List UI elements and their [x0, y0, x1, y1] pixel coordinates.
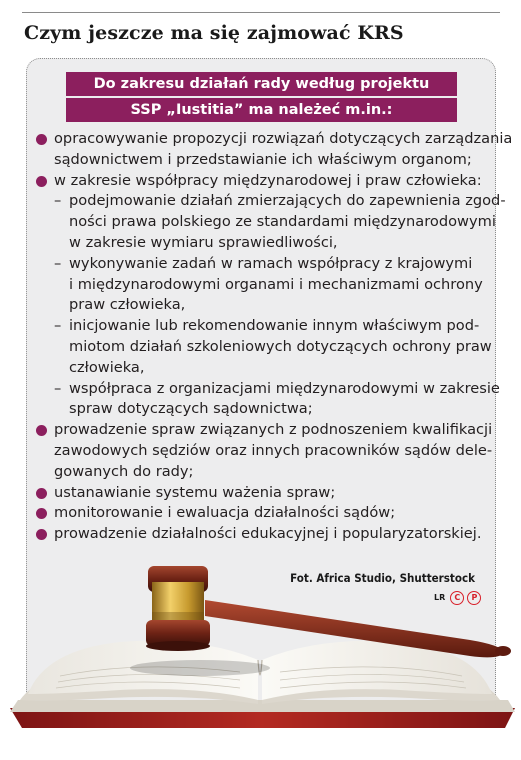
banner-line-2: SSP „Iustitia” ma należeć m.in.: — [66, 98, 457, 122]
photo-credit: Fot. Africa Studio, Shutterstock — [290, 571, 475, 585]
list-item — [33, 171, 495, 192]
list-item — [33, 503, 495, 524]
sub-list-item — [33, 316, 495, 378]
list-item-line: spraw dotyczących sądownictwa; — [69, 400, 313, 418]
page-title: Czym jeszcze ma się zajmować KRS — [24, 22, 404, 44]
list-item-line: monitorowanie i ewaluacja działalności sądów; — [54, 504, 396, 522]
list-item-line: prowadzenie działalności edukacyjnej i popularyzatorskiej. — [54, 525, 482, 543]
bullet-dot-icon — [36, 488, 47, 499]
list-item-line: człowieka, — [69, 358, 145, 376]
list-item — [33, 483, 495, 504]
list-item-line: inicjowanie lub rekomendowanie innym właściwym pod- — [69, 317, 480, 335]
list-item-line: opracowywanie propozycji rozwiązań dotyczących zarządzania — [54, 130, 513, 147]
banner-line-1: Do zakresu działań rady według projektu — [66, 72, 457, 96]
sub-list-item — [33, 191, 506, 253]
list-item-line: w zakresie wymiaru sprawiedliwości, — [69, 233, 338, 251]
logo-p-icon: P — [467, 591, 481, 605]
list-item-line: sądownictwem i przedstawianie ich właściwym organom; — [54, 150, 472, 168]
list-item-line: w zakresie współpracy międzynarodowej i praw człowieka: — [54, 171, 482, 189]
list-item-line: zawodowych sędziów oraz innych pracowników sądów dele- — [54, 441, 493, 459]
list-item-line: ności prawa polskiego ze standardami międzynarodowymi — [69, 213, 496, 231]
list-item-line: miotom działań szkoleniowych dotyczących ochrony praw — [69, 337, 492, 355]
sub-list-item — [33, 379, 500, 421]
dash-marker: – — [54, 192, 62, 210]
list-item-line: współpraca z organizacjami międzynarodowymi w zakresie — [69, 379, 500, 397]
sub-list-item — [33, 254, 495, 316]
list-item — [33, 129, 513, 171]
list-item-line: prowadzenie spraw związanych z podnoszeniem kwalifikacji — [54, 421, 493, 439]
logo-c-icon: C — [450, 591, 464, 605]
dash-marker: – — [54, 317, 62, 335]
list-item-line: wykonywanie zadań w ramach współpracy z krajowymi — [69, 254, 473, 272]
bullet-dot-icon — [36, 529, 47, 540]
list-item-line: i międzynarodowymi organami i mechanizmami ochrony — [69, 275, 483, 293]
list-item — [33, 524, 495, 545]
bullet-dot-icon — [36, 508, 47, 519]
list-item — [33, 420, 495, 482]
list-item-line: podejmowanie działań zmierzających do zapewnienia zgod- — [69, 192, 506, 210]
list-item-line: praw człowieka, — [69, 296, 186, 314]
dash-marker: – — [54, 379, 62, 397]
bullet-dot-icon — [36, 176, 47, 187]
top-rule — [22, 12, 500, 13]
logo-lr-text: LR — [434, 593, 446, 602]
duties-list — [33, 129, 513, 545]
publisher-logo — [434, 587, 481, 601]
dash-marker: – — [54, 254, 62, 272]
list-item-line: ustanawianie systemu ważenia spraw; — [54, 483, 336, 501]
bullet-dot-icon — [36, 425, 47, 436]
list-item-line: gowanych do rady; — [54, 462, 194, 480]
bullet-dot-icon — [36, 134, 47, 145]
